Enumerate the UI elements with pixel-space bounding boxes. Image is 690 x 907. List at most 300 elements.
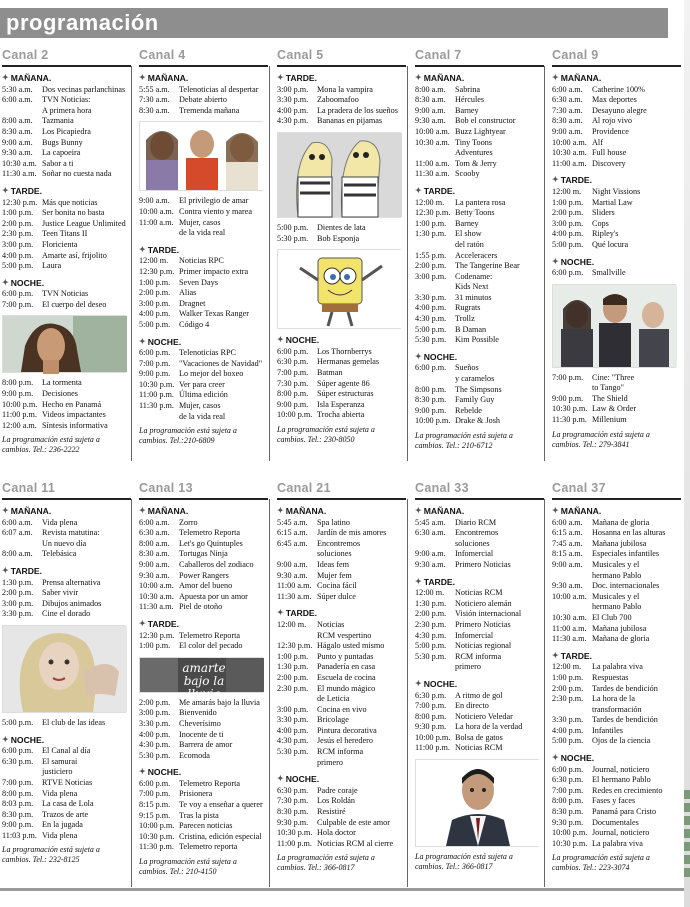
show-time: 6:00 a.m. [2, 95, 33, 105]
show-title: Dibujos animados [42, 598, 102, 608]
sparkle-icon: ✦ [552, 753, 559, 763]
show-title: Te voy a enseñar a querer [179, 800, 263, 810]
section-label: NOCHE. [423, 678, 458, 689]
show-time: 3:30 p.m. [415, 292, 447, 302]
show-time: 11:00 a.m. [277, 581, 312, 591]
show-time: 9:00 a.m. [552, 559, 583, 569]
time-section-noche [552, 257, 681, 268]
sparkle-icon: ✦ [139, 618, 146, 628]
show-title: Los Thornberrys [317, 346, 372, 356]
schedule-row [139, 218, 268, 229]
schedule-row [2, 746, 131, 757]
show-time: 6:00 p.m. [277, 346, 309, 356]
show-time: 3:00 p.m. [139, 298, 171, 308]
show-title: Bob Esponja [317, 233, 360, 243]
show-title: Alf [592, 137, 603, 147]
show-title: La palabra viva [592, 838, 643, 848]
schedule-row [139, 359, 268, 370]
channel-name: Canal 11 [2, 481, 56, 495]
show-time: 9:30 a.m. [2, 148, 33, 158]
schedule-row [415, 219, 544, 230]
show-title: Última edición [179, 390, 228, 400]
show-time: 5:30 p.m. [277, 747, 309, 757]
show-title: La hora de la verdad [455, 722, 523, 732]
schedule-row [415, 106, 544, 117]
show-time [415, 282, 455, 293]
schedule-row [2, 116, 131, 127]
sparkle-icon: ✦ [2, 565, 9, 575]
show-title: A primera hora [42, 105, 92, 115]
show-time: 4:00 p.m. [277, 105, 309, 115]
schedule-row [415, 733, 544, 744]
show-time: 5:00 p.m. [552, 736, 584, 746]
schedule-row [552, 624, 681, 635]
show-title: Infomercial [455, 549, 494, 559]
show-time: 2:00 p.m. [415, 261, 447, 271]
show-time: 10:30 p.m. [139, 831, 175, 841]
show-title: TVN Noticias: [42, 95, 91, 105]
show-title: Acceleracers [455, 250, 498, 260]
show-time: 7:30 a.m. [139, 95, 170, 105]
show-time: 4:00 p.m. [139, 309, 171, 319]
schedule-row [139, 401, 268, 412]
show-title: Mujer, casos [179, 217, 221, 227]
show-time [2, 767, 42, 778]
schedule-row [2, 528, 131, 539]
schedule-row [552, 85, 681, 96]
show-time: 8:00 a.m. [415, 84, 446, 94]
show-title: Telemetro Reporta [179, 528, 241, 538]
show-time: 3:00 p.m. [277, 704, 309, 714]
channel-rule [415, 65, 544, 67]
show-time: 3:30 p.m. [552, 715, 584, 725]
sparkle-icon: ✦ [552, 73, 559, 82]
show-title: Musicales y el [592, 559, 640, 569]
show-title: Primero Noticias [455, 619, 511, 629]
schedule-row [2, 85, 131, 96]
show-time: 6:00 p.m. [552, 268, 584, 278]
show-title: Prisionera [179, 789, 213, 799]
show-title: En directo [455, 701, 489, 711]
schedule-row [415, 609, 544, 620]
schedule-row [277, 673, 406, 684]
show-time: 2:00 p.m. [552, 683, 584, 693]
show-title: Bolsa de gatos [455, 732, 503, 742]
show-title: Hércules [455, 95, 485, 105]
show-title: Los Roldán [317, 796, 355, 806]
show-time: 8:15 p.m. [139, 800, 171, 810]
schedule-row [277, 758, 406, 769]
show-title: Caballeros del zodiaco [179, 559, 254, 569]
show-title: RCM informa [455, 651, 502, 661]
show-time: 11:00 a.m. [552, 623, 587, 633]
schedule-row [277, 786, 406, 797]
show-time: 12:00 m. [552, 662, 582, 672]
show-time: 4:00 p.m. [139, 729, 171, 739]
schedule-disclaimer: cambios. Tel.: 210-4150 [139, 867, 217, 877]
sparkle-icon: ✦ [552, 506, 559, 515]
show-time: 5:00 p.m. [2, 261, 34, 271]
schedule-row [415, 406, 544, 417]
show-title: Respuestas [592, 672, 629, 682]
schedule-row [552, 662, 681, 673]
show-time: 7:00 p.m. [139, 789, 171, 799]
show-time: 10:30 a.m. [2, 158, 37, 168]
show-time: 12:00 m. [552, 186, 582, 196]
section-label: TARDE. [423, 185, 456, 196]
schedule-row [552, 268, 681, 279]
show-time: 3:00 p.m. [415, 271, 447, 281]
show-time: 6:30 p.m. [277, 785, 309, 795]
schedule-row [139, 539, 268, 550]
schedule-row [2, 261, 131, 272]
show-title: Family Guy [455, 395, 495, 405]
schedule-row [552, 818, 681, 829]
show-time: 6:30 a.m. [552, 95, 583, 105]
schedule-row [415, 743, 544, 754]
show-title: Tardes de bendición [592, 683, 658, 693]
show-time: 10:00 p.m. [2, 399, 38, 409]
show-photo [2, 315, 126, 373]
sparkle-icon: ✦ [277, 506, 284, 515]
show-title: del ratón [455, 239, 484, 249]
show-title: Teen Titans II [42, 229, 88, 239]
show-time: 6:00 a.m. [2, 517, 33, 527]
show-title: Cops [592, 218, 609, 228]
show-title: El Club 700 [592, 612, 632, 622]
schedule-row [415, 169, 544, 180]
show-time: 12:00 a.m. [2, 420, 37, 430]
time-section-ma-ana [2, 73, 131, 84]
show-time: 10:00 p.m. [415, 416, 451, 426]
show-title: Vida plena [42, 517, 78, 527]
show-time: 11:30 p.m. [552, 415, 587, 425]
schedule-row [139, 518, 268, 529]
schedule-row [277, 620, 406, 631]
schedule-row [552, 705, 681, 716]
schedule-row [139, 106, 268, 117]
show-time: 2:00 p.m. [277, 672, 309, 682]
show-time: 1:00 p.m. [552, 672, 584, 682]
show-time: 11:30 a.m. [552, 634, 587, 644]
show-title: Max deportes [592, 95, 637, 105]
show-time: 8:30 a.m. [2, 126, 33, 136]
column-divider [544, 66, 545, 461]
show-time: 10:00 p.m. [139, 821, 175, 831]
section-label: MAÑANA. [423, 506, 465, 516]
show-time: 6:30 a.m. [139, 528, 170, 538]
column-divider [269, 499, 270, 887]
show-title: El Canal al día [42, 746, 91, 756]
schedule-row [2, 289, 131, 300]
channel-name: Canal 9 [552, 48, 599, 62]
schedule-row [277, 410, 406, 421]
show-time: 1:00 p.m. [2, 208, 34, 218]
show-time: 8:00 p.m. [2, 788, 34, 798]
show-title: Panadería en casa [317, 662, 376, 672]
schedule-row [277, 715, 406, 726]
schedule-row [139, 369, 268, 380]
show-time: 10:00 a.m. [139, 581, 174, 591]
show-title: de la vida real [179, 411, 226, 421]
schedule-row [2, 159, 131, 170]
show-title: Hosanna en las alturas [592, 528, 666, 538]
show-time: 9:30 a.m. [552, 581, 583, 591]
show-title: Telemetro Reporta [179, 778, 241, 788]
schedule-row [139, 779, 268, 790]
schedule-row [415, 159, 544, 170]
schedule-disclaimer: cambios. Tel.: 366-0817 [277, 863, 355, 873]
show-title: primero [455, 662, 481, 672]
time-section-tarde [2, 186, 131, 197]
show-title: Telenoticias al despertar [179, 84, 259, 94]
show-title: Noticiero Veledar [455, 711, 513, 721]
show-time: 7:00 p.m. [2, 299, 34, 309]
show-time: 5:30 a.m. [2, 84, 33, 94]
show-time [552, 705, 592, 716]
show-photo [139, 121, 263, 191]
schedule-row [552, 127, 681, 138]
channel-rule [277, 65, 406, 67]
show-time: 10:00 a.m. [415, 126, 450, 136]
schedule-row [415, 240, 544, 251]
show-title: Bricolage [317, 715, 349, 725]
sparkle-icon: ✦ [415, 185, 422, 195]
schedule-row [2, 578, 131, 589]
schedule-row [2, 251, 131, 262]
show-time: 9:00 a.m. [415, 105, 446, 115]
show-time: 8:30 a.m. [415, 95, 446, 105]
show-time: 5:45 a.m. [277, 517, 308, 527]
schedule-row [139, 256, 268, 267]
bottom-rule [0, 888, 684, 891]
channel-column-canal-7 [415, 48, 544, 451]
show-title: Journal, noticiero [592, 764, 650, 774]
schedule-disclaimer: La programación está sujeta a [2, 435, 100, 445]
show-photo [277, 249, 401, 329]
show-title: Vida plena [42, 830, 78, 840]
show-title: Más que noticias [42, 197, 98, 207]
show-time: 4:30 p.m. [139, 740, 171, 750]
channel-column-canal-33 [415, 481, 544, 872]
show-title: Cine el dorado [42, 609, 91, 619]
show-time: 2:00 p.m. [2, 588, 34, 598]
show-photo [552, 284, 676, 368]
schedule-row [552, 138, 681, 149]
schedule-row [2, 718, 131, 729]
schedule-row [139, 380, 268, 391]
show-title: Tardes de bendición [592, 715, 658, 725]
schedule-row [415, 198, 544, 209]
show-title: Mañana de gloria [592, 517, 650, 527]
show-time: 1:55 p.m. [415, 250, 447, 260]
schedule-row [552, 673, 681, 684]
show-time [139, 228, 179, 239]
show-time: 6:30 p.m. [277, 357, 309, 367]
show-time: 6:00 a.m. [139, 517, 170, 527]
sparkle-icon: ✦ [415, 73, 422, 82]
show-title: soluciones [455, 538, 490, 548]
show-time: 9:00 a.m. [2, 137, 33, 147]
schedule-row [2, 421, 131, 432]
schedule-row [139, 631, 268, 642]
schedule-row [277, 95, 406, 106]
schedule-row [139, 730, 268, 741]
schedule-row [139, 832, 268, 843]
show-title: Tom & Jerry [455, 158, 497, 168]
schedule-row [277, 539, 406, 550]
schedule-row [139, 571, 268, 582]
show-title: Sabrina [455, 84, 481, 94]
channel-column-canal-11 [2, 481, 131, 865]
show-time: 7:45 a.m. [552, 538, 583, 548]
show-title: The Simpsons [455, 384, 502, 394]
section-label: MAÑANA. [560, 506, 602, 516]
schedule-row [2, 549, 131, 560]
section-label: MAÑANA. [560, 73, 602, 83]
show-title: Codename: [455, 271, 493, 281]
show-time: 4:30 p.m. [277, 116, 309, 126]
schedule-row [415, 599, 544, 610]
show-time: 9:30 a.m. [415, 559, 446, 569]
show-title: Telemetro reporta [179, 842, 238, 852]
schedule-row [552, 736, 681, 747]
show-title: Full house [592, 148, 627, 158]
channel-column-canal-9 [552, 48, 681, 450]
show-time: 1:00 p.m. [552, 197, 584, 207]
schedule-row [552, 219, 681, 230]
show-title: hermano Pablo [592, 570, 642, 580]
show-time: 7:00 p.m. [277, 367, 309, 377]
show-time [277, 549, 317, 560]
show-title: Musicales y el [592, 591, 640, 601]
show-title: Me amarás bajo la lluvia [179, 697, 260, 707]
schedule-row [2, 810, 131, 821]
show-title: La palabra viva [592, 662, 643, 672]
show-title: Contra viento y marea [179, 206, 252, 216]
show-time: 4:00 p.m. [2, 250, 34, 260]
page-edge-strip [684, 0, 690, 907]
show-title: Noticias RPC [179, 256, 224, 266]
schedule-row [2, 820, 131, 831]
show-title: de la vida real [179, 228, 226, 238]
channel-column-canal-37 [552, 481, 681, 873]
time-section-noche [277, 774, 406, 785]
schedule-row [2, 609, 131, 620]
show-title: Escuela de cocina [317, 672, 376, 682]
schedule-row [415, 416, 544, 427]
schedule-row [415, 620, 544, 631]
show-time: 2:30 p.m. [415, 619, 447, 629]
time-section-noche [415, 679, 544, 690]
schedule-row [2, 518, 131, 529]
schedule-row [415, 95, 544, 106]
schedule-disclaimer: La programación está sujeta a [277, 424, 375, 434]
schedule-row [139, 708, 268, 719]
show-time: 5:00 p.m. [415, 641, 447, 651]
show-time: 2:00 p.m. [2, 218, 34, 228]
time-section-ma-ana [552, 73, 681, 84]
schedule-row [139, 751, 268, 762]
schedule-row [139, 278, 268, 289]
show-time: 7:30 p.m. [277, 378, 309, 388]
show-time: 5:30 p.m. [415, 651, 447, 661]
show-title: Adventures [455, 148, 493, 158]
show-title: Amarte así, frijolito [42, 250, 107, 260]
schedule-row [552, 786, 681, 797]
schedule-row [139, 592, 268, 603]
show-title: to Tango" [592, 383, 624, 393]
show-title: Ideas fem [317, 559, 350, 569]
schedule-row [139, 789, 268, 800]
show-title: Noticias RCM [455, 743, 503, 753]
show-time: 8:30 a.m. [552, 116, 583, 126]
sparkle-icon: ✦ [2, 734, 9, 744]
show-title: Hágalo usted mismo [317, 641, 385, 651]
schedule-row [552, 571, 681, 582]
show-photo [2, 625, 126, 713]
show-time: 3:00 p.m. [2, 598, 34, 608]
show-title: Zaboomafoo [317, 95, 359, 105]
schedule-row [277, 347, 406, 358]
show-time: 7:00 p.m. [2, 777, 34, 787]
schedule-disclaimer: La programación está sujeta a [277, 853, 375, 863]
schedule-row [277, 234, 406, 245]
section-label: NOCHE. [147, 336, 182, 347]
show-title: primero [317, 757, 343, 767]
schedule-disclaimer: cambios. Tel.: 223-3074 [552, 863, 630, 873]
show-title: Un nuevo día [42, 538, 87, 548]
show-title: Súper estructuras [317, 389, 374, 399]
schedule-row [415, 528, 544, 539]
schedule-row [139, 207, 268, 218]
schedule-row [552, 592, 681, 603]
show-time: 1:00 p.m. [277, 651, 309, 661]
schedule-row [277, 560, 406, 571]
show-title: Noticias regional [455, 641, 512, 651]
schedule-row [552, 159, 681, 170]
schedule-row [415, 701, 544, 712]
show-time [277, 694, 317, 705]
schedule-row [415, 374, 544, 385]
show-time: 8:30 a.m. [139, 105, 170, 115]
show-title: Mujer fem [317, 570, 352, 580]
schedule-disclaimer: La programación está sujeta a [2, 845, 100, 855]
show-time: 9:00 p.m. [552, 393, 584, 403]
show-title: Panamá para Cristo [592, 807, 657, 817]
show-time: 8:03 p.m. [2, 799, 34, 809]
time-section-ma-ana [2, 506, 131, 517]
schedule-row [415, 229, 544, 240]
schedule-row [552, 148, 681, 159]
column-divider [131, 66, 132, 461]
show-title: Discovery [592, 158, 626, 168]
show-title: Spa latino [317, 517, 350, 527]
time-section-noche [277, 335, 406, 346]
schedule-row [2, 400, 131, 411]
schedule-row [415, 641, 544, 652]
show-time: 4:30 p.m. [415, 314, 447, 324]
channel-rule [277, 498, 406, 500]
show-title: Ser bonita no basta [42, 208, 105, 218]
show-time: 10:30 p.m. [552, 404, 588, 414]
sparkle-icon: ✦ [552, 256, 559, 266]
show-time: 12:00 m. [139, 256, 169, 266]
schedule-row [552, 528, 681, 539]
schedule-row [277, 652, 406, 663]
schedule-row [415, 722, 544, 733]
time-section-noche [139, 767, 268, 778]
